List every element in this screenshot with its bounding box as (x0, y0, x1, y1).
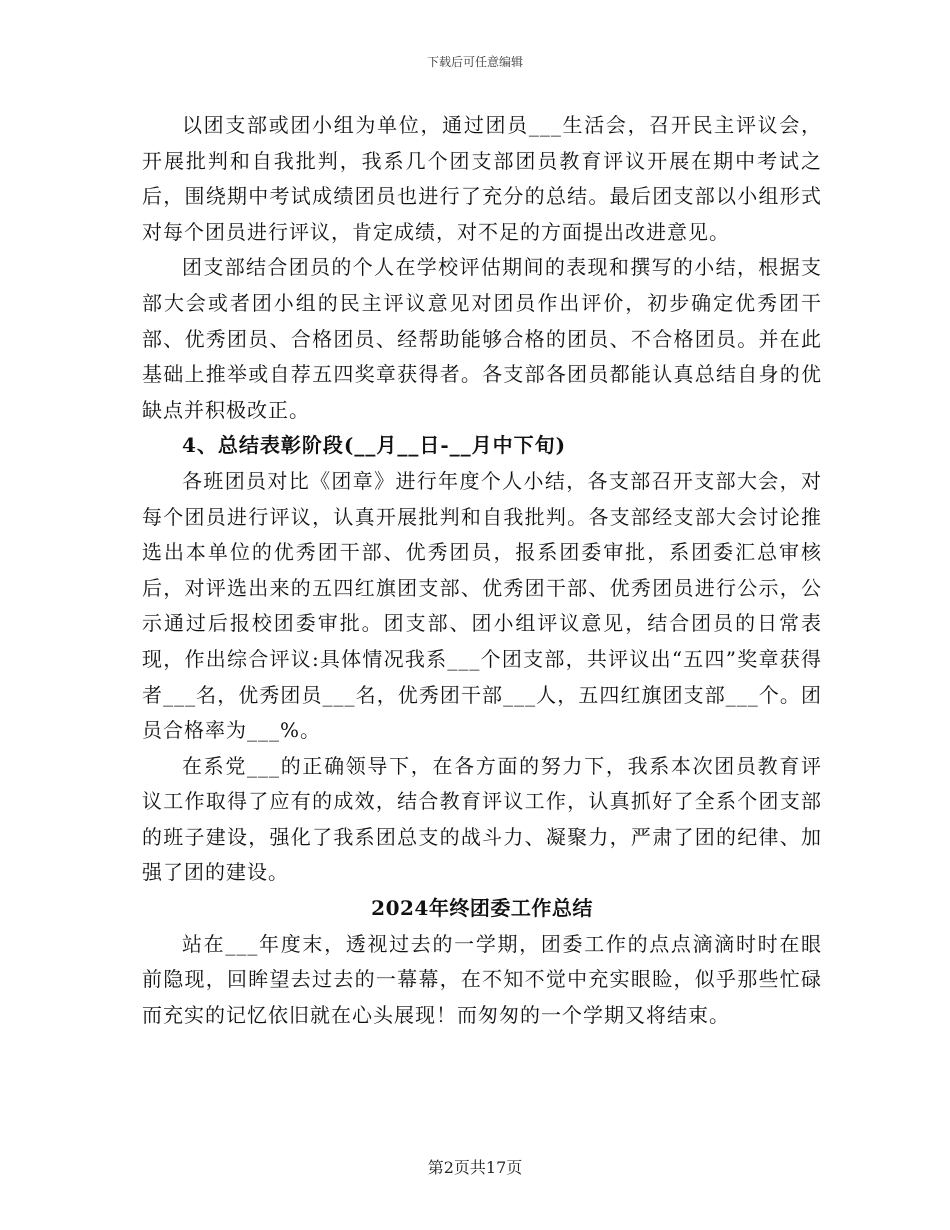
paragraph-democratic-review: 以团支部或团小组为单位，通过团员___生活会，召开民主评议会，开展批判和自我批判，我系几个团支部团员教育评议开展在期中考试之后，围绕期中考试成绩团员也进行了充分的总结。最后团支部以小组形式对每个团员进行评议，肯定成绩，对不足的方面提出改进意见。 (142, 113, 822, 244)
paragraph-conclusion: 在系党___的正确领导下，在各方面的努力下，我系本次团员教育评议工作取得了应有的成效，结合教育评议工作，认真抓好了全系个团支部的班子建设，强化了我系团总支的战斗力、凝聚力，严肃了团的纪律、加强了团的建设。 (142, 753, 822, 885)
page-header: 下载后可任意编辑 (426, 55, 523, 69)
paragraph-summary-commendation: 各班团员对比《团章》进行年度个人小结，各支部召开支部大会，对每个团员进行评议，认真开展批判和自我批判。各支部经支部大会讨论推选出本单位的优秀团干部、优秀团员，报系团委审批，系团委汇总审核后，对评选出来的五四红旗团支部、优秀团干部、优秀团员进行公示，公示通过后报校团委审批。团支部、团小组评议意见，结合团员的日常表现，作出综合评议:具体情况我系___个团支部，共评议出“五四”奖章获得者___名，优秀团员___名，优秀团干部___人，五四红旗团支部___个。团员合格率为___%。 (142, 468, 822, 743)
paragraph-member-evaluation: 团支部结合团员的个人在学校评估期间的表现和撰写的小结，根据支部大会或者团小组的民主评议意见对团员作出评价，初步确定优秀团干部、优秀团员、合格团员、经帮助能够合格的团员、不合格团员。并在此基础上推举或自荐五四奖章获得者。各支部各团员都能认真总结自身的优缺点并积极改正。 (142, 255, 822, 422)
document-body (142, 108, 822, 1033)
document-title-year-end-summary: 2024年终团委工作总结 (371, 896, 593, 921)
paragraph-year-end-intro: 站在___年度末，透视过去的一学期，团委工作的点点滴滴时时在眼前隐现，回眸望去过去的一幕幕，在不知不觉中充实眼睑，似乎那些忙碌而充实的记忆依旧就在心头展现！而匆匆的一个学期又将结束。 (142, 931, 822, 1027)
section-heading-summary-commendation: 4、总结表彰阶段(__月__日-__月中下旬) (182, 433, 567, 458)
page-number-footer: 第2页共17页 (427, 1158, 523, 1177)
